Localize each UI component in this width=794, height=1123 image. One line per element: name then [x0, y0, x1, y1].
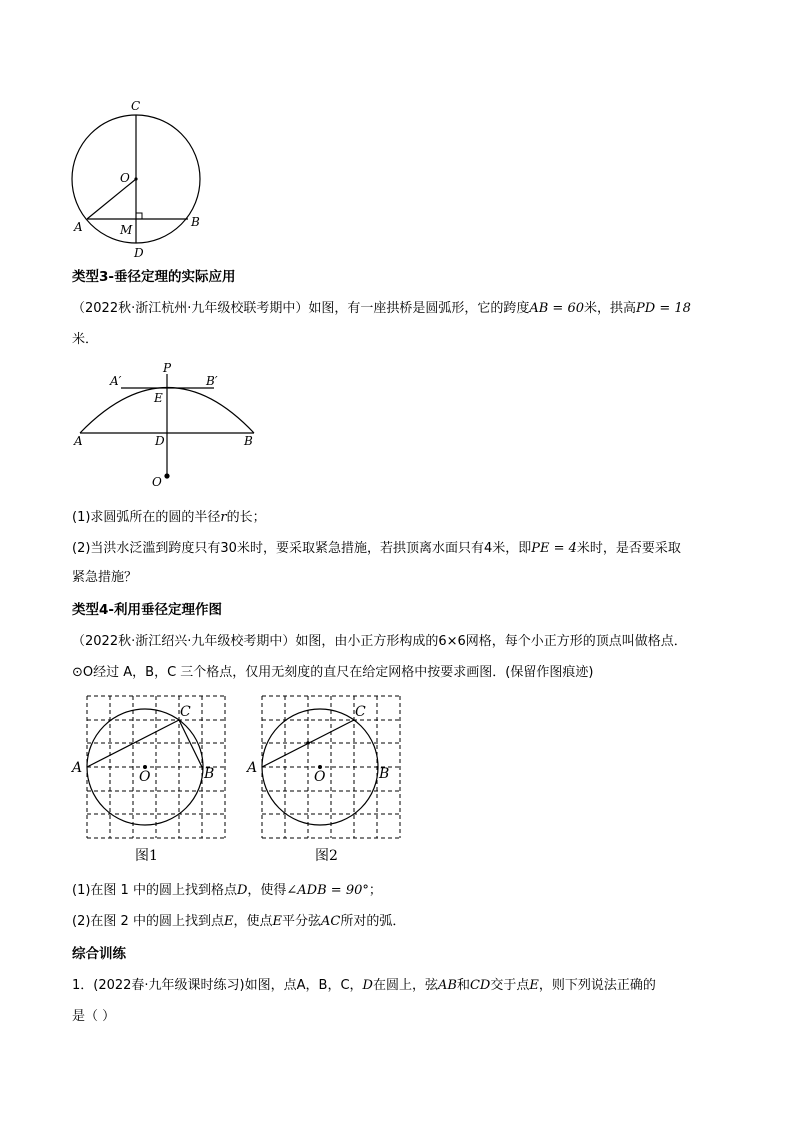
grid-size: 6×6: [438, 634, 466, 649]
type4-question-2: [72, 911, 732, 933]
label-b: B: [191, 215, 200, 229]
training-question-1-line1: [72, 975, 732, 997]
radius-oa: [87, 179, 136, 219]
arch-bridge-figure: [68, 360, 268, 490]
type4-heading: 类型4-利用垂径定理作图: [72, 602, 222, 618]
type3-problem-text: （2022秋·浙江杭州·九年级校联考期中）如图，有一座拱桥是圆弧形，它的跨度: [72, 301, 530, 316]
label-m: M: [120, 223, 133, 237]
label-a: A: [74, 220, 83, 234]
training-question-1-line2: 是（ ）: [72, 1009, 116, 1024]
label-a-prime: A′: [110, 374, 122, 388]
type4-problem-text: （2022秋·浙江绍兴·九年级校考期中）如图，由小正方形构成的: [72, 634, 439, 649]
type4-problem-line1: [72, 631, 732, 653]
point-d: D: [362, 978, 373, 993]
radius-variable: r: [220, 510, 227, 525]
type4-q1-text-b: ，使得: [247, 883, 287, 898]
chord-ab-label: AB: [437, 978, 457, 993]
type4-question-1: [72, 880, 732, 902]
label-b: B: [244, 434, 253, 448]
label-a: A: [74, 434, 83, 448]
type4-q1-text: (1)在图 1 中的圆上找到格点: [72, 883, 237, 898]
figure-1-caption: 图1: [135, 848, 158, 864]
training-q1-text: 1．(2022春·九年级课时练习)如图，点A，B，C，: [72, 978, 363, 993]
type4-q1-text-c: ；: [368, 883, 382, 898]
angle-adb: ∠ADB = 90°: [286, 883, 369, 898]
label-b: B: [204, 766, 215, 782]
type3-question-1: [72, 507, 732, 529]
label-c: C: [180, 704, 191, 720]
label-c: C: [355, 704, 366, 720]
label-o: O: [139, 769, 151, 785]
label-d: D: [134, 246, 144, 260]
type3-q1-text: (1)求圆弧所在的圆的半径: [72, 510, 221, 525]
point-o: [164, 473, 169, 478]
training-heading: 综合训练: [72, 946, 126, 962]
type3-problem-line1: [72, 298, 732, 320]
point-d: D: [236, 883, 248, 898]
circle-figure-1: [60, 95, 220, 265]
type4-q2-text-b: ，使点: [233, 914, 273, 929]
label-o: O: [314, 769, 326, 785]
chord-ac-label: AC: [320, 914, 341, 929]
type4-problem-text-b: 网格，每个小正方形的顶点叫做格点．: [465, 634, 687, 649]
training-q1-text-d: ，则下列说法正确的: [538, 978, 656, 993]
type3-span-ab: AB = 60: [529, 301, 584, 316]
type3-question-2-line2: 紧急措施？: [72, 570, 138, 585]
label-c: C: [131, 99, 141, 113]
type4-q2-text-c: 平分弦: [281, 914, 321, 929]
training-q1-text-b: 在圆上，弦: [372, 978, 438, 993]
type3-q1-suffix: 的长；: [226, 510, 266, 525]
type3-problem-line2: 米．: [72, 332, 99, 347]
label-e: E: [154, 391, 163, 405]
chord-cd-label: CD: [469, 978, 491, 993]
label-b: B: [379, 766, 390, 782]
type3-heading: 类型3-垂径定理的实际应用: [72, 269, 236, 285]
point-e: E: [529, 978, 539, 993]
grid-figure-1: [70, 694, 238, 840]
label-a: A: [247, 760, 258, 776]
point-e-2: E: [272, 914, 282, 929]
label-o: O: [120, 171, 130, 185]
type4-problem-line2: ⊙O经过 A，B，C 三个格点，仅用无刻度的直尺在给定网格中按要求画图．(保留作图痕迹): [72, 665, 594, 680]
label-d: D: [155, 434, 165, 448]
type4-q2-text-d: 所对的弧．: [340, 914, 406, 929]
point-e: E: [223, 914, 234, 929]
figure-2-caption: 图2: [315, 848, 338, 864]
type3-q2-text: (2)当洪水泛滥到跨度只有30米时，要采取紧急措施，若拱顶离水面只有4米，即: [72, 541, 532, 556]
label-b-prime: B′: [206, 374, 218, 388]
grid-figure-2: [245, 694, 413, 840]
type4-q2-text: (2)在图 2 中的圆上找到点: [72, 914, 224, 929]
right-angle-mark: [136, 213, 142, 219]
center-dot: [134, 177, 137, 180]
type3-problem-text-b: 米，拱高: [584, 301, 637, 316]
label-o: O: [152, 475, 162, 489]
type3-q2-text-b: 米时，是否要采取: [576, 541, 681, 556]
label-a: A: [72, 760, 83, 776]
type3-q2-pe: PE = 4: [531, 541, 577, 556]
type3-height-pd: PD = 18: [636, 301, 691, 316]
label-p: P: [163, 361, 172, 375]
midpoint-dot: [306, 741, 310, 745]
training-q1-and: 和: [456, 978, 470, 993]
training-q1-text-c: 交于点: [490, 978, 530, 993]
type3-question-2-line1: [72, 538, 732, 560]
